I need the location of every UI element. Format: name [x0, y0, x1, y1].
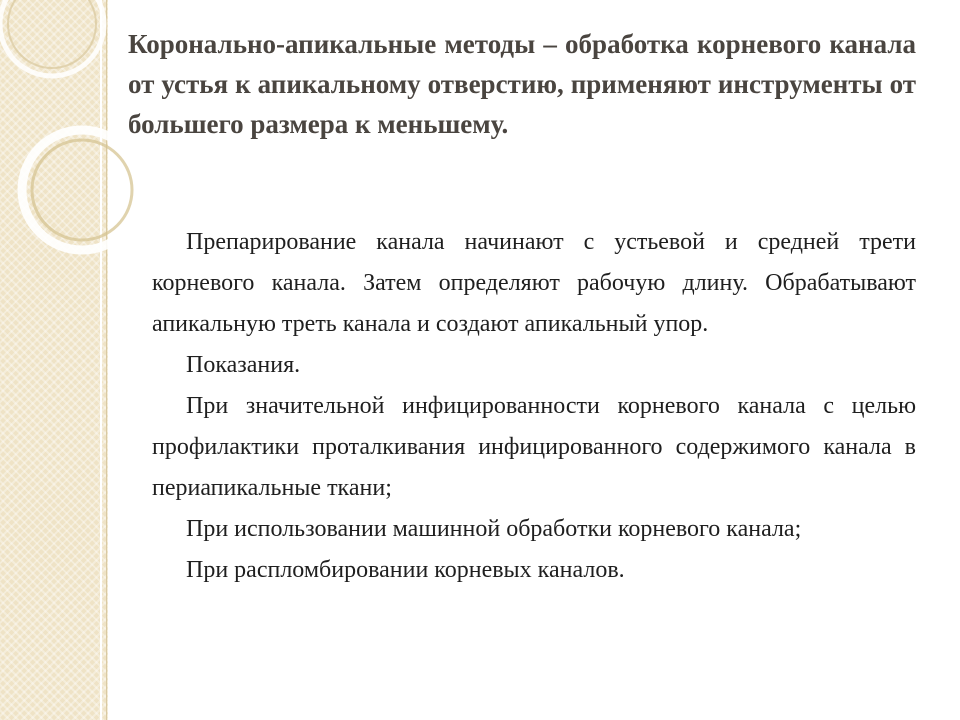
paragraph-indications-heading: Показания. — [186, 352, 301, 378]
slide-heading: Коронально-апикальные методы – обработка корневого канала от устья к апикальному отверстию, применяют инструменты от большего размера к меньшему. — [128, 29, 916, 139]
paragraph-indication-retreatment: При распломбировании корневых каналов. — [186, 557, 625, 583]
paragraph-indication-machine: При использовании машинной обработки корневого канала; — [186, 516, 802, 542]
paragraph-indication-infection: При значительной инфицированности корневого канала с целью профилактики проталкивания инфицированного содержимого канала в периапикальные ткани; — [152, 393, 916, 501]
slide-body — [152, 222, 916, 591]
paragraph-preparation: Препарирование канала начинают с устьевой и средней трети корневого канала. Затем определяют рабочую длину. Обрабатывают апикальную треть канала и создают апикальный упор. — [152, 229, 916, 337]
decorative-rings — [0, 0, 140, 260]
